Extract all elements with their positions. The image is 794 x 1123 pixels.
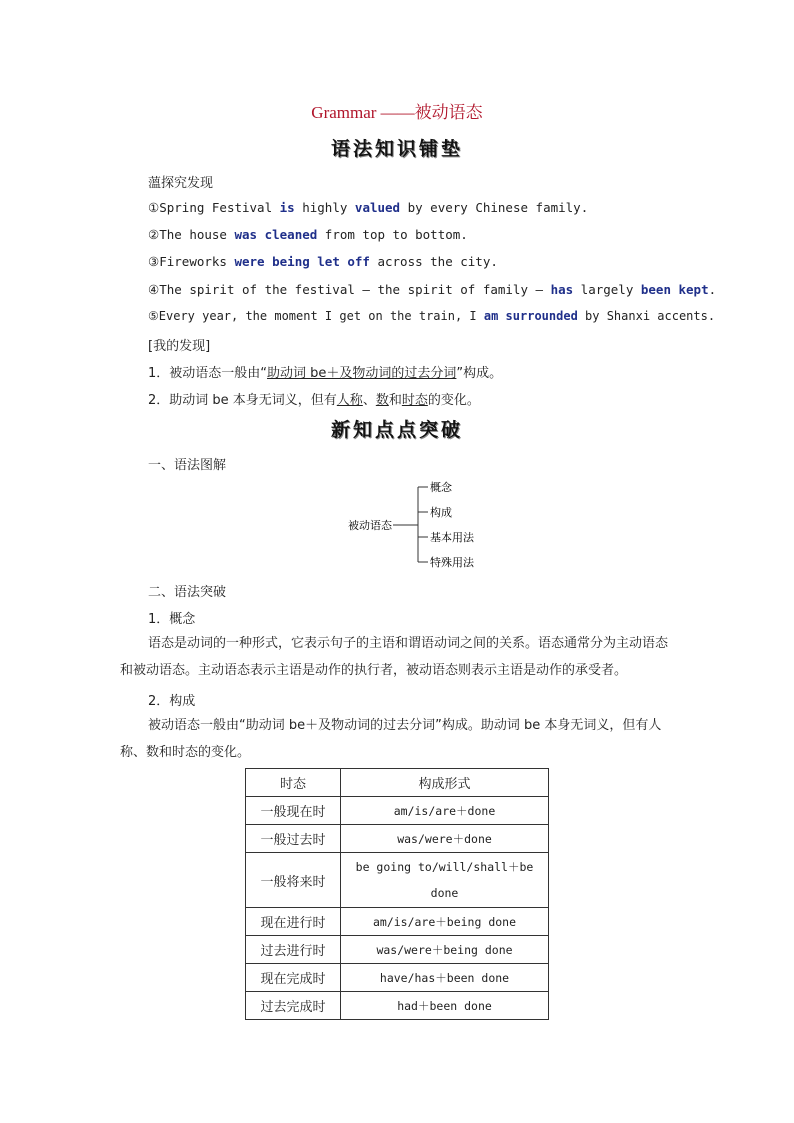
- finding-underlined: 时态: [401, 393, 428, 408]
- section-banner-grammar-basics: [0, 134, 794, 161]
- passive-verb: were being let off: [234, 254, 370, 269]
- banner-text: 新知点点突破: [330, 419, 463, 441]
- banner-text: 语法知识铺垫: [330, 138, 463, 160]
- tree-branch-label: 构成: [430, 506, 452, 519]
- example-text: The spirit of the festival — the spirit of family —: [159, 282, 551, 297]
- finding-underlined: 助动词 be＋及物动词的过去分词: [267, 366, 457, 381]
- passive-verb: has: [550, 282, 574, 297]
- tree-branch-label: 概念: [430, 481, 452, 494]
- tense-cell: 现在进行时: [246, 908, 341, 936]
- tense-cell: 现在完成时: [246, 964, 341, 992]
- tree-root-label: 被动语态: [348, 519, 392, 532]
- tree-branch-label: 基本用法: [430, 531, 474, 544]
- example-text: The house: [159, 227, 235, 242]
- form-cell: am/is/are＋done: [341, 797, 549, 825]
- example-4: [148, 282, 716, 297]
- finding-text: 2．助动词 be 本身无词义，但有: [148, 393, 337, 408]
- finding-text: 和: [388, 393, 402, 408]
- example-text: Fireworks: [159, 254, 235, 269]
- example-text: by Shanxi accents.: [577, 309, 716, 323]
- example-number: ①: [148, 200, 160, 215]
- section-banner-new-points: [0, 415, 794, 442]
- table-row: [246, 853, 549, 908]
- passive-verb: is: [279, 200, 295, 215]
- passive-verb: am surrounded: [483, 309, 578, 323]
- page-title: Grammar ——被动语态: [311, 103, 483, 122]
- structure-paragraph: 被动语态一般由“助动词 be＋及物动词的过去分词”构成。助动词 be 本身无词义，但有人称、数和时态的变化。: [120, 718, 662, 760]
- table-row: [246, 936, 549, 964]
- example-number: ③: [148, 254, 160, 269]
- table-header: 构成形式: [341, 769, 549, 797]
- passive-verb: was cleaned: [234, 227, 318, 242]
- example-text: Every year, the moment I get on the train, I: [158, 309, 484, 323]
- form-cell: had＋been done: [341, 992, 549, 1020]
- example-5: [148, 309, 715, 323]
- example-number: ②: [148, 227, 160, 242]
- finding-label: [我的发现]: [148, 339, 211, 354]
- finding-text: ”构成。: [456, 366, 503, 381]
- example-3: [148, 254, 498, 269]
- table-row: [246, 992, 549, 1020]
- finding-underlined: 数: [375, 393, 389, 408]
- finding-text: 1．被动语态一般由“: [148, 366, 268, 381]
- subheading-concept: 1．概念: [148, 612, 196, 627]
- table-row: [246, 797, 549, 825]
- example-text: across the city.: [369, 254, 498, 269]
- tense-cell: 一般现在时: [246, 797, 341, 825]
- section-heading-breakthrough: 二、语法突破: [148, 585, 227, 600]
- example-text: from top to bottom.: [317, 227, 468, 242]
- grammar-tree-diagram: [340, 478, 500, 573]
- example-text: largely: [573, 282, 641, 297]
- example-text: highly: [294, 200, 355, 215]
- tree-branch-label: 特殊用法: [430, 556, 474, 569]
- form-cell: be going to/will/shall＋be done: [341, 853, 549, 908]
- subheading-structure: 2．构成: [148, 694, 196, 709]
- tense-cell: 一般过去时: [246, 825, 341, 853]
- passive-verb: valued: [354, 200, 401, 215]
- example-text: Spring Festival: [159, 200, 280, 215]
- table-header-row: [246, 769, 549, 797]
- finding-text: 的变化。: [427, 393, 480, 408]
- form-cell: was/were＋being done: [341, 936, 549, 964]
- tense-cell: 过去完成时: [246, 992, 341, 1020]
- tense-cell: 一般将来时: [246, 853, 341, 908]
- finding-1: [148, 362, 502, 381]
- table-header: 时态: [246, 769, 341, 797]
- example-number: ⑤: [148, 309, 159, 323]
- finding-2: [148, 389, 480, 408]
- tense-structure-table: [245, 768, 549, 1020]
- passive-verb: been kept: [640, 282, 709, 297]
- finding-text: 、: [362, 393, 376, 408]
- table-row: [246, 964, 549, 992]
- form-cell: am/is/are＋being done: [341, 908, 549, 936]
- example-2: [148, 227, 468, 242]
- concept-paragraph: 语态是动词的一种形式，它表示句子的主语和谓语动词之间的关系。语态通常分为主动语态和被动语态。主动语态表示主语是动作的执行者，被动语态则表示主语是动作的承受者。: [120, 636, 669, 678]
- example-text: .: [708, 282, 717, 297]
- finding-underlined: 人称: [336, 393, 363, 408]
- form-cell: was/were＋done: [341, 825, 549, 853]
- example-number: ④: [148, 282, 160, 297]
- form-cell: have/has＋been done: [341, 964, 549, 992]
- example-text: by every Chinese family.: [400, 200, 589, 215]
- table-row: [246, 825, 549, 853]
- example-1: [148, 200, 588, 215]
- table-row: [246, 908, 549, 936]
- explore-label: 薀探究发现: [148, 176, 214, 191]
- tense-cell: 过去进行时: [246, 936, 341, 964]
- section-heading-diagram: 一、语法图解: [148, 458, 227, 473]
